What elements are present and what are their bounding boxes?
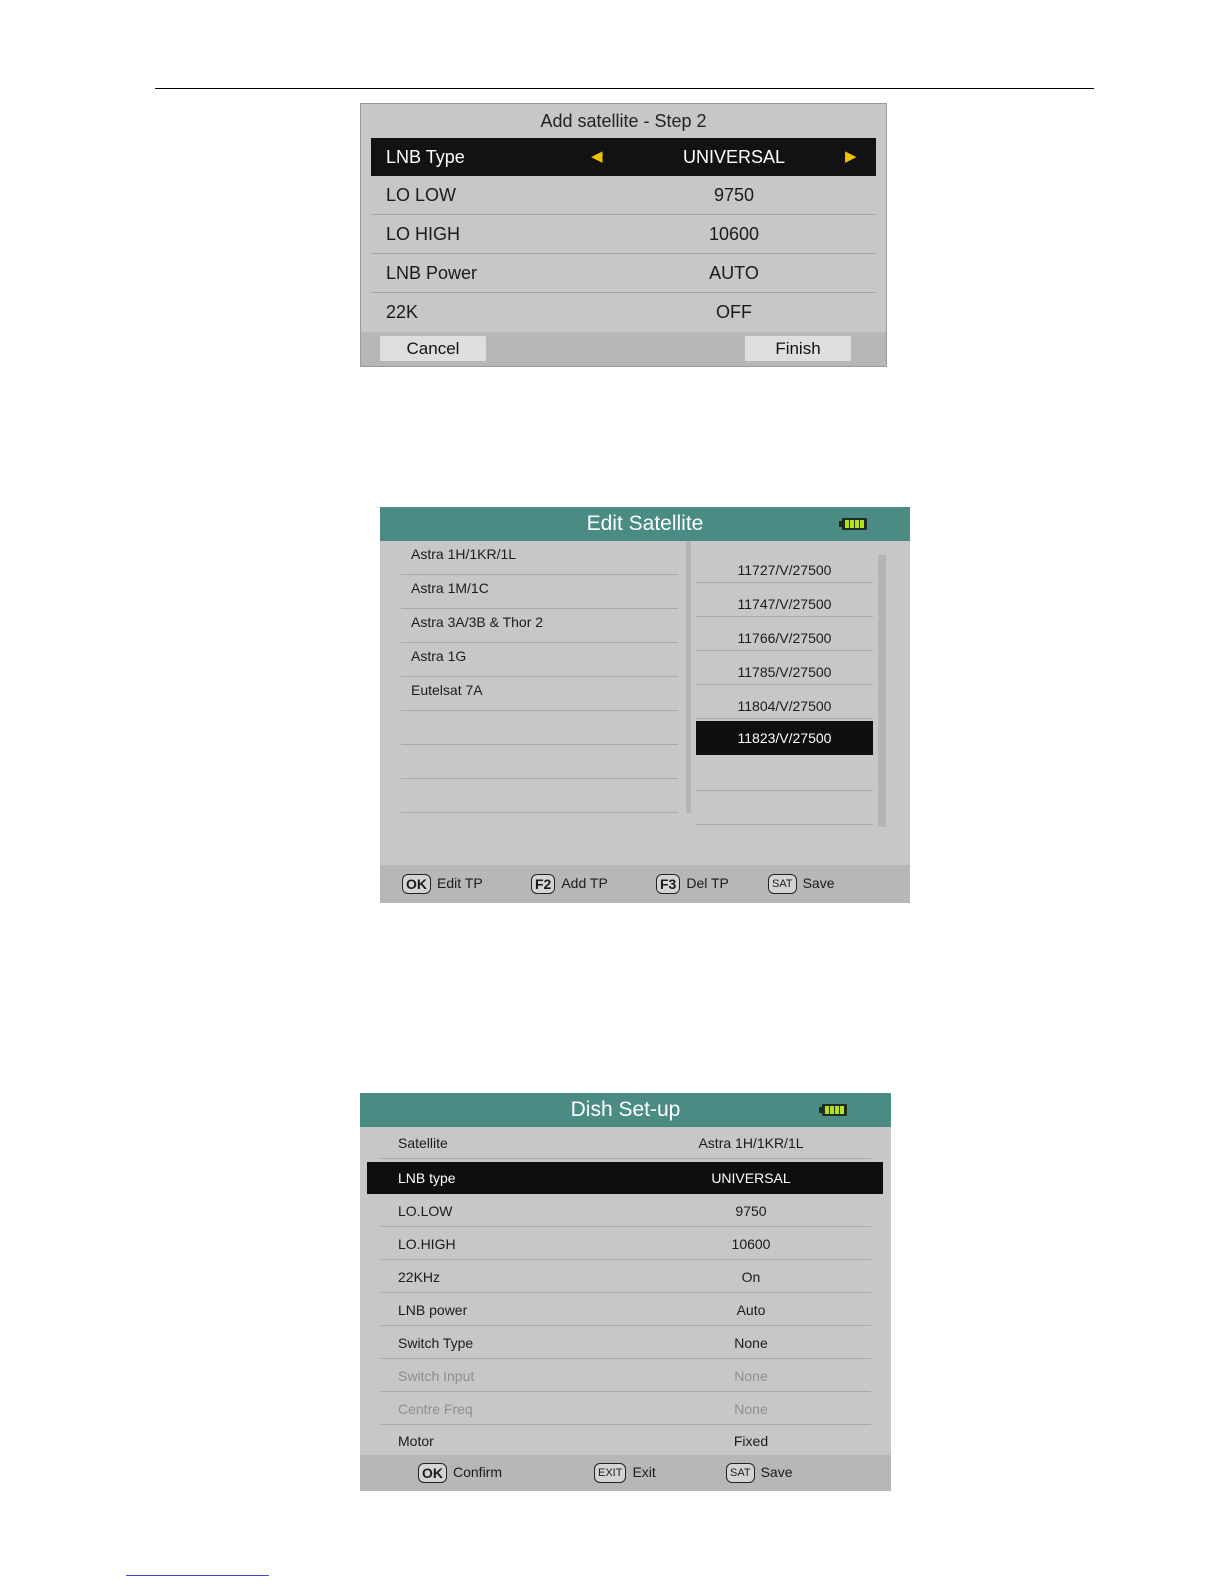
row-label: 22K (386, 302, 419, 322)
row-label: LO HIGH (386, 224, 461, 244)
finish-button[interactable]: Finish (745, 336, 851, 361)
row-lo-high[interactable] (381, 1228, 871, 1260)
row-value: 10600 (708, 224, 760, 244)
key-hint-sat[interactable] (768, 872, 835, 894)
button-bar (361, 332, 886, 366)
key-hint-bar (360, 1455, 891, 1491)
row-value: AUTO (709, 263, 759, 283)
key-label: Exit (632, 1464, 656, 1480)
transponder-item-empty[interactable] (696, 757, 873, 791)
row-22khz[interactable] (381, 1261, 871, 1293)
key-label: Save (802, 875, 835, 891)
screen-header (360, 1093, 891, 1127)
row-label: LNB Power (386, 263, 478, 283)
row-value: None (734, 1335, 768, 1351)
row-label: LNB Type (386, 147, 465, 167)
row-value: 9750 (713, 185, 755, 205)
battery-icon (819, 1104, 847, 1116)
page-top-rule (155, 88, 1094, 89)
key-hint-sat[interactable] (726, 1461, 793, 1483)
column-divider (686, 541, 691, 813)
row-value: None (734, 1368, 768, 1384)
transponder-item[interactable]: 11785/V/27500 (696, 651, 873, 685)
key-hint-f3[interactable] (656, 872, 729, 894)
list-item-empty[interactable] (401, 779, 678, 813)
key-label: Add TP (561, 875, 608, 891)
sat-key-icon: SAT (726, 1463, 755, 1483)
key-label: Confirm (453, 1464, 503, 1480)
key-label: Edit TP (437, 875, 483, 891)
row-label: Centre Freq (398, 1401, 473, 1417)
dialog-title: Add satellite - Step 2 (540, 111, 707, 131)
transponder-item[interactable]: 11804/V/27500 (696, 685, 873, 719)
list-item[interactable]: Astra 1M/1C (401, 575, 678, 609)
ok-key-icon: OK (418, 1463, 447, 1483)
row-value: 10600 (731, 1236, 771, 1252)
row-lo-high[interactable] (371, 215, 876, 254)
battery-icon (839, 518, 867, 530)
scrollbar[interactable] (878, 555, 886, 827)
list-item-empty[interactable] (401, 745, 678, 779)
key-hint-f2[interactable] (531, 872, 608, 894)
key-hint-bar (380, 865, 910, 903)
key-hint-ok[interactable] (418, 1461, 502, 1483)
dish-setup-screen (360, 1093, 891, 1491)
row-label: LO.HIGH (398, 1236, 456, 1252)
row-value: On (741, 1269, 761, 1285)
list-item-empty[interactable] (401, 711, 678, 745)
row-switch-type[interactable] (381, 1327, 871, 1359)
row-label: LNB type (398, 1170, 456, 1186)
screen-title: Dish Set-up (570, 1098, 681, 1121)
row-value: Fixed (733, 1433, 769, 1449)
arrow-left-icon[interactable]: ◀ (591, 148, 603, 165)
row-value: UNIVERSAL (711, 1170, 791, 1186)
row-label: Switch Input (398, 1368, 475, 1384)
f2-key-icon: F2 (531, 874, 555, 894)
row-value: Auto (736, 1302, 766, 1318)
list-item[interactable]: Astra 3A/3B & Thor 2 (401, 609, 678, 643)
row-label: LNB power (398, 1302, 468, 1318)
row-lnb-type[interactable] (367, 1162, 883, 1194)
row-22k[interactable] (371, 293, 876, 331)
row-motor[interactable] (381, 1425, 871, 1457)
row-value: Astra 1H/1KR/1L (698, 1135, 804, 1151)
row-centre-freq (381, 1393, 871, 1425)
row-value: OFF (716, 302, 752, 322)
transponder-item[interactable]: 11747/V/27500 (696, 583, 873, 617)
row-value: UNIVERSAL (682, 147, 786, 167)
list-item[interactable]: Astra 1G (401, 643, 678, 677)
arrow-right-icon[interactable]: ▶ (845, 148, 857, 165)
row-label: Switch Type (398, 1335, 474, 1351)
row-label: Motor (398, 1433, 434, 1449)
row-label: LO LOW (386, 185, 457, 205)
list-item[interactable]: Astra 1H/1KR/1L (401, 541, 678, 575)
list-item[interactable]: Eutelsat 7A (401, 677, 678, 711)
screen-header (380, 507, 910, 541)
row-value: 9750 (735, 1203, 767, 1219)
transponder-item[interactable]: 11766/V/27500 (696, 617, 873, 651)
edit-satellite-screen (380, 507, 910, 903)
row-label: 22KHz (398, 1269, 441, 1285)
screen-title: Edit Satellite (586, 512, 704, 535)
row-lnb-power[interactable] (381, 1294, 871, 1326)
cancel-button[interactable]: Cancel (380, 336, 486, 361)
row-label: LO.LOW (398, 1203, 453, 1219)
transponder-item-empty[interactable] (696, 791, 873, 825)
row-satellite[interactable] (381, 1127, 871, 1159)
footer-link-underline[interactable] (126, 1575, 269, 1576)
row-label: Satellite (398, 1135, 448, 1151)
row-lo-low[interactable] (381, 1195, 871, 1227)
sat-key-icon: SAT (768, 874, 797, 894)
transponder-item-selected[interactable]: 11823/V/27500 (696, 721, 873, 755)
key-label: Save (760, 1464, 793, 1480)
row-lo-low[interactable] (371, 176, 876, 215)
f3-key-icon: F3 (656, 874, 680, 894)
exit-key-icon: EXIT (594, 1463, 626, 1483)
key-label: Del TP (686, 875, 729, 891)
add-satellite-dialog (360, 103, 887, 367)
row-lnb-type[interactable] (371, 138, 876, 176)
key-hint-ok[interactable] (402, 872, 483, 894)
key-hint-exit[interactable] (594, 1461, 656, 1483)
ok-key-icon: OK (402, 874, 431, 894)
row-lnb-power[interactable] (371, 254, 876, 293)
row-switch-input (381, 1360, 871, 1392)
transponder-item[interactable]: 11727/V/27500 (696, 549, 873, 583)
row-value: None (734, 1401, 768, 1417)
